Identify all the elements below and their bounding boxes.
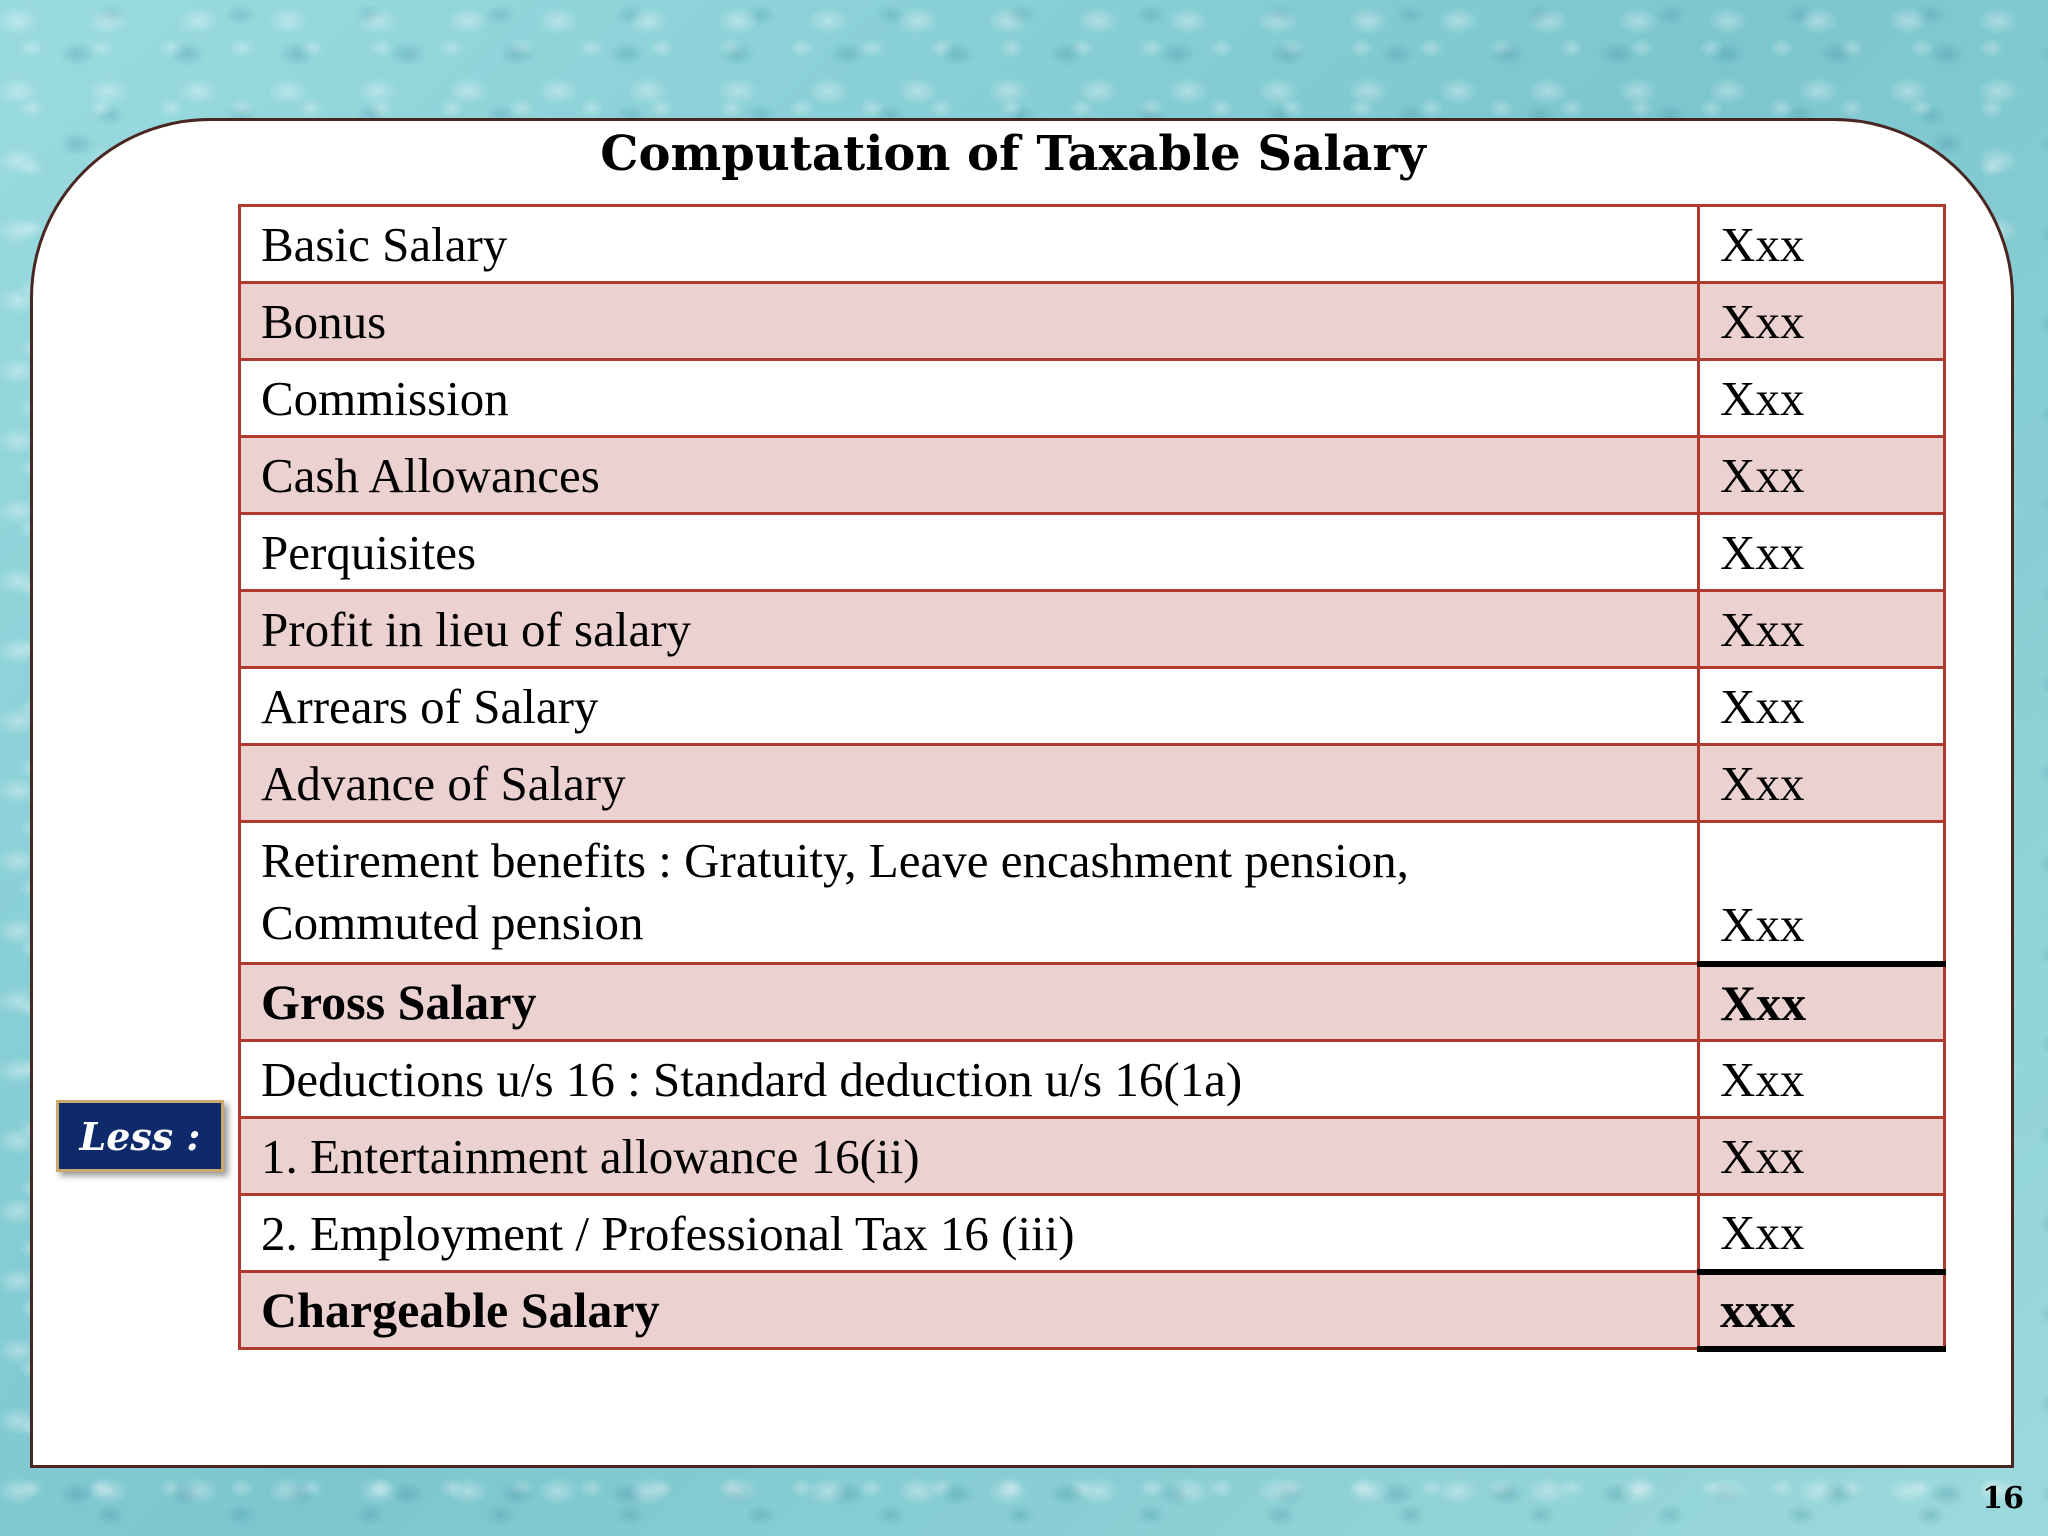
table-row	[240, 437, 1945, 514]
table-row	[240, 206, 1945, 283]
row-amount: Xxx	[1699, 360, 1945, 437]
row-label: Gross Salary	[240, 964, 1699, 1041]
table-row	[240, 514, 1945, 591]
row-label: Profit in lieu of salary	[240, 591, 1699, 668]
row-amount: Xxx	[1699, 1041, 1945, 1118]
row-label: Bonus	[240, 283, 1699, 360]
table-row	[240, 1041, 1945, 1118]
row-amount: xxx	[1699, 1272, 1945, 1349]
row-label: Perquisites	[240, 514, 1699, 591]
row-label: Deductions u/s 16 : Standard deduction u/s 16(1a)	[240, 1041, 1699, 1118]
less-badge: Less :	[56, 1100, 224, 1172]
row-amount: Xxx	[1699, 668, 1945, 745]
table-row	[240, 1118, 1945, 1195]
row-amount: Xxx	[1699, 514, 1945, 591]
row-label: 2. Employment / Professional Tax 16 (iii)	[240, 1195, 1699, 1272]
table-row	[240, 745, 1945, 822]
row-label: Arrears of Salary	[240, 668, 1699, 745]
row-label: Chargeable Salary	[240, 1272, 1699, 1349]
row-label: Cash Allowances	[240, 437, 1699, 514]
row-label: Commission	[240, 360, 1699, 437]
table-row-gross-salary	[240, 964, 1945, 1041]
row-label: 1. Entertainment allowance 16(ii)	[240, 1118, 1699, 1195]
slide-number: 16	[1982, 1481, 2024, 1516]
page-title: Computation of Taxable Salary	[600, 126, 1426, 182]
table-row	[240, 668, 1945, 745]
row-label: Basic Salary	[240, 206, 1699, 283]
label-line: Retirement benefits : Gratuity, Leave encashment pension,	[261, 833, 1409, 888]
row-label: Advance of Salary	[240, 745, 1699, 822]
table-row-chargeable-salary	[240, 1272, 1945, 1349]
row-amount: Xxx	[1699, 283, 1945, 360]
label-line: Commuted pension	[261, 895, 644, 950]
row-label-retirement-benefits	[240, 822, 1699, 964]
salary-computation-table	[238, 204, 1946, 1352]
row-amount: Xxx	[1699, 206, 1945, 283]
table-row	[240, 591, 1945, 668]
table-row	[240, 283, 1945, 360]
table-row	[240, 822, 1945, 964]
row-amount: Xxx	[1699, 1195, 1945, 1272]
table-row	[240, 1195, 1945, 1272]
row-amount: Xxx	[1699, 437, 1945, 514]
row-amount: Xxx	[1699, 822, 1945, 964]
row-amount: Xxx	[1699, 745, 1945, 822]
row-amount: Xxx	[1699, 591, 1945, 668]
table-row	[240, 360, 1945, 437]
row-amount: Xxx	[1699, 964, 1945, 1041]
row-amount: Xxx	[1699, 1118, 1945, 1195]
